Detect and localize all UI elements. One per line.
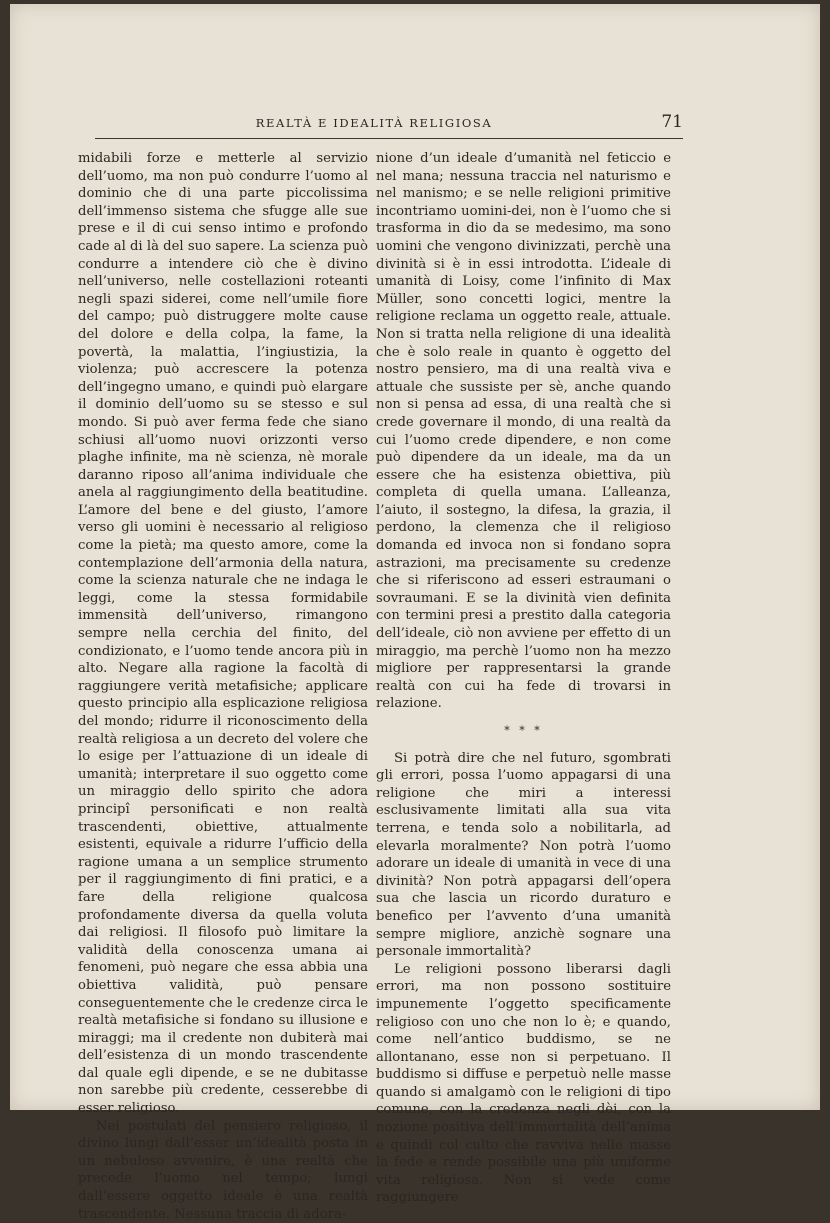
section-asterism: * * * xyxy=(504,724,543,737)
right-paragraph-2: Si potrà dire che nel futuro, sgombrati gli errori, possa l’uomo appagarsi di una religione che miri a interessi esclusivamente limitati alla sua vita terrena, e tenda solo a nobilitarla, ad elevarla moralmente? Non potrà l’uomo adorare un ideale di umanità in vece di una divinità? Non potrà appagarsi dell’opera sua che lascia un ricordo duraturo e benefico per l’avvento d’una umanità sempre migliore, anzichè sognare una personale immortalità? xyxy=(376,750,671,960)
right-paragraph-3: Le religioni possono liberarsi dagli errori, ma non possono sostituire impunemente l’oggetto specificamente religioso con uno che non lo è; e quando, come nell’antico buddismo, se ne allontanano, esse non si perpetuano. Il buddismo si diffuse e perpetuò nelle masse quando si amalgamò con le religioni di tipo comune, con la credenza negli dèi, con la nozione positiva dell’immortalità dell’anima e quindi col culto che ravviva nelle masse la fede e rende possibile una più uniforme vita religiosa. Non si vede come raggiungere xyxy=(376,961,671,1206)
page-header xyxy=(95,114,683,139)
left-paragraph-2: Nei postulati del pensiero religioso, il divino lungi dall’esser un’idealità posta in un nebuloso avvenire, è una realtà che precede l’uomo nel tempo; lungi dall’essere oggetto ideale è una realtà trascendente. Nessuna traccia di adora- xyxy=(78,1118,368,1222)
right-paragraph-1: nione d’un ideale d’umanità nel feticcio e nel mana; nessuna traccia nel naturismo e nel manismo; e se nelle religioni primitive incontriamo uomini-dei, non è l’uomo che si trasforma in dio da se medesimo, ma sono uomini che vengono divinizzati, perchè una divinità si è in essi introdotta. L’ideale di umanità di Loisy, come l’infinito di Max Müller, sono concetti logici, mentre la religione reclama un oggetto reale, attuale. Non si tratta nella religione di una idealità che è solo reale in quanto è oggetto del nostro pensiero, ma di una realtà viva e attuale che sussiste per sè, anche quando non si pensa ad essa, di una realtà che si crede governare il mondo, di una realtà da cui l’uomo crede dipendere, e non come può dipendere da un ideale, ma da un essere che ha esistenza obiettiva, più completa di quella umana. L’alleanza, l’aiuto, il sostegno, la difesa, la grazia, il perdono, la clemenza che il religioso domanda ed invoca non si fondano sopra astrazioni, ma precisamente su credenze che si riferiscono ad esseri estraumani o sovraumani. E se la divinità vien definita con termini presi a prestito dalla categoria dell’ideale, ciò non avviene per effetto di un miraggio, ma perchè l’uomo non ha mezzo migliore per rappresentarsi la grande realtà con cui ha fede di trovarsi in relazione. xyxy=(376,151,671,712)
running-title: REALTÀ E IDEALITÀ RELIGIOSA xyxy=(255,116,493,130)
left-paragraph-1: midabili forze e metterle al servizio dell’uomo, ma non può condurre l’uomo al dominio che di una parte piccolissima dell’immenso sistema che sfugge alle sue prese e il di cui senso intimo e profondo cade al di là del suo sapere. La scienza può condurre a intendere ciò che è divino nell’universo, nelle costellazioni roteanti negli spazi siderei, come nell’umile fiore del campo; può distruggere molte cause del dolore e della colpa, la fame, la povertà, la malattia, l’ingiustizia, la violenza; può accrescere la potenza dell’ingegno umano, e quindi può elargare il dominio dell’uomo su se stesso e sul mondo. Si può aver ferma fede che siano schiusi all’uomo nuovi orizzonti verso plaghe infinite, ma nè scienza, nè morale daranno riposo all’anima individuale che anela al raggiungimento della beatitudine. L’amore del bene e del giusto, l’amore verso gli uomini è necessario al religioso come la pietà; ma questo amore, come la contemplazione dell’armonia della natura, come la scienza naturale che ne indaga le leggi, come la stessa formidabile immensità dell’universo, rimangono sempre nella cerchia del finito, del condizionato, e l’uomo tende ancora più in alto. Negare alla ragione la facoltà di raggiungere verità metafisiche; applicare questo principio alla esplicazione religiosa del mondo; ridurre il riconoscimento della realtà religiosa a un decreto del volere che lo esige per l’attuazione di un ideale di umanità; interpretare il suo oggetto come un miraggio dello spirito che adora principî personificati e non realtà trascendenti, obiettive, attualmente esistenti, equivale a ridurre l’ufficio della ragione umana a un semplice strumento per il raggiungimento di fini pratici, e a fare della religione qualcosa profondamente diversa da quella voluta dai religiosi. Il filosofo può limitare la validità della conoscenza umana ai fenomeni, può negare che essa abbia una obiettiva validità, può pensare conseguentemente che le credenze circa le realtà metafisiche si fondano su illusione e miraggi; ma il credente non dubiterà mai dell’esistenza di un mondo trascendente dal quale egli dipende, e se ne dubitasse non sarebbe più credente, cesserebbe di esser religioso. xyxy=(78,151,368,1117)
right-column xyxy=(376,150,671,1207)
left-column xyxy=(78,150,368,1223)
page-number: 71 xyxy=(661,112,683,132)
